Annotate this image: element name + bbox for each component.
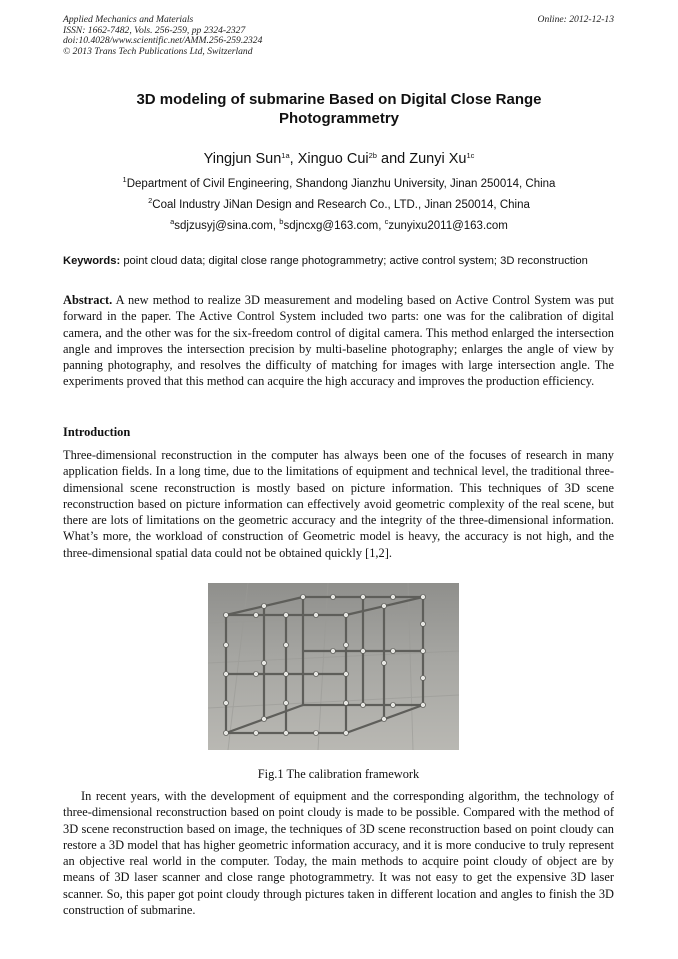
author-sup: 2b — [368, 151, 377, 160]
abstract-text: A new method to realize 3D measurement and modeling based on Active Control System was put forward in the paper. The Active Control System included two parts: one was for the calibration of digital camera, and the other was for the six-freedom control of digital camera. This method enlarged the intersection angle and improves the intersection precision by multi-baseline photography; enlarges the angle of view by panning photography, and resolves the difficulty of matching for images with large intersection angle. The experiments proved that this method can acquire the high accuracy and improves the production efficiency. — [63, 293, 614, 389]
abstract-block — [63, 292, 614, 390]
section-heading-introduction: Introduction — [63, 425, 131, 439]
author-name: Yingjun Sun — [203, 151, 282, 167]
author-name: Zunyi Xu — [409, 151, 467, 167]
keywords-text: point cloud data; digital close range photogrammetry; active control system; 3D reconstruction — [123, 255, 588, 267]
email-sup: c — [384, 217, 389, 226]
issn-line: ISSN: 1662-7482, Vols. 256-259, pp 2324-2327 — [63, 24, 246, 36]
email-sup: b — [279, 217, 284, 226]
keywords-block — [63, 255, 614, 268]
calibration-frame-photo — [208, 583, 459, 750]
email-address: zunyixu2011@163.com — [388, 220, 508, 232]
title-line-2: Photogrammetry — [278, 110, 400, 127]
affiliation-text: Department of Civil Engineering, Shandong Jianzhu University, Jinan 250014, China — [126, 178, 556, 190]
email-line — [63, 219, 615, 233]
author-sup: 1a — [281, 151, 290, 160]
journal-header — [63, 15, 262, 57]
title-line-1: 3D modeling of submarine Based on Digital Close Range — [136, 91, 542, 108]
author-list: Yingjun Sun$^{1a}$, Xinguo Cui$^{2b}$ and Zunyi $Xu^{1c}$ — [203, 151, 475, 167]
affiliation-sup: 1 — [122, 175, 127, 184]
abstract-label: Abstract. — [63, 293, 113, 307]
affiliation-sup: 2 — [148, 196, 153, 205]
doi-line: doi:10.4028/www.scientific.net/AMM.256-259.2324 — [63, 35, 263, 47]
keywords-label: Keywords: — [63, 255, 121, 267]
journal-name: Applied Mechanics and Materials — [63, 14, 194, 25]
affiliation-2 — [63, 198, 615, 212]
online-date: Online: 2012-12-13 — [537, 14, 614, 25]
paper-title — [63, 90, 615, 128]
email-address: sdjzusyj@sina.com, — [174, 220, 277, 232]
affiliation-text: Coal Industry JiNan Design and Research Co., LTD., Jinan 250014, China — [152, 199, 530, 211]
copyright-line: © 2013 Trans Tech Publications Ltd, Switzerland — [63, 45, 253, 57]
email-address: sdjncxg@163.com, — [283, 220, 382, 232]
author-conjunction: and — [381, 151, 406, 167]
calibration-frame-image — [208, 583, 459, 750]
affiliation-1 — [63, 177, 615, 191]
author-name: Xinguo Cui — [297, 151, 369, 167]
intro-paragraph-1: Three-dimensional reconstruction in the computer has always been one of the focuses of research in many application fields. In a long time, due to the limitations of equipment and technical level, the traditional three-dimensional scene reconstruction is mostly based on picture information. This techniques of 3D scene reconstruction based on picture information can effectively avoid geometric complexity of the real scene, but there are lots of limitations on the geometric accuracy and the integrity of the three-dimensional information. What’s more, the workload of construction of Geometric model is heavy, the accuracy is not high, and the three-dimensional spatial data could not be obtained quickly [1,2]. — [63, 448, 614, 560]
intro-paragraph-2: In recent years, with the development of equipment and the corresponding algorithm, the technology of three-dimensional reconstruction based on point cloudy is made to be possible. Compared with the method of 3D scene reconstruction based on image, the techniques of 3D scene reconstruction based on point cloudy can restore a 3D model that has higher geometric information accuracy, and it is more conducive to truly represent an objective real world in the computer. Today, the main methods to acquire point cloudy of object are by means of 3D laser scanner and close range photogrammetry. It was not easy to get the expensive 3D laser scanner. So, this paper got point cloudy through pictures taken in different location and angles to finish the 3D construction of submarine. — [63, 789, 614, 918]
email-sup: a — [170, 217, 175, 226]
author-sup: 1c — [466, 151, 475, 160]
figure-caption: Fig.1 The calibration framework — [257, 767, 420, 781]
